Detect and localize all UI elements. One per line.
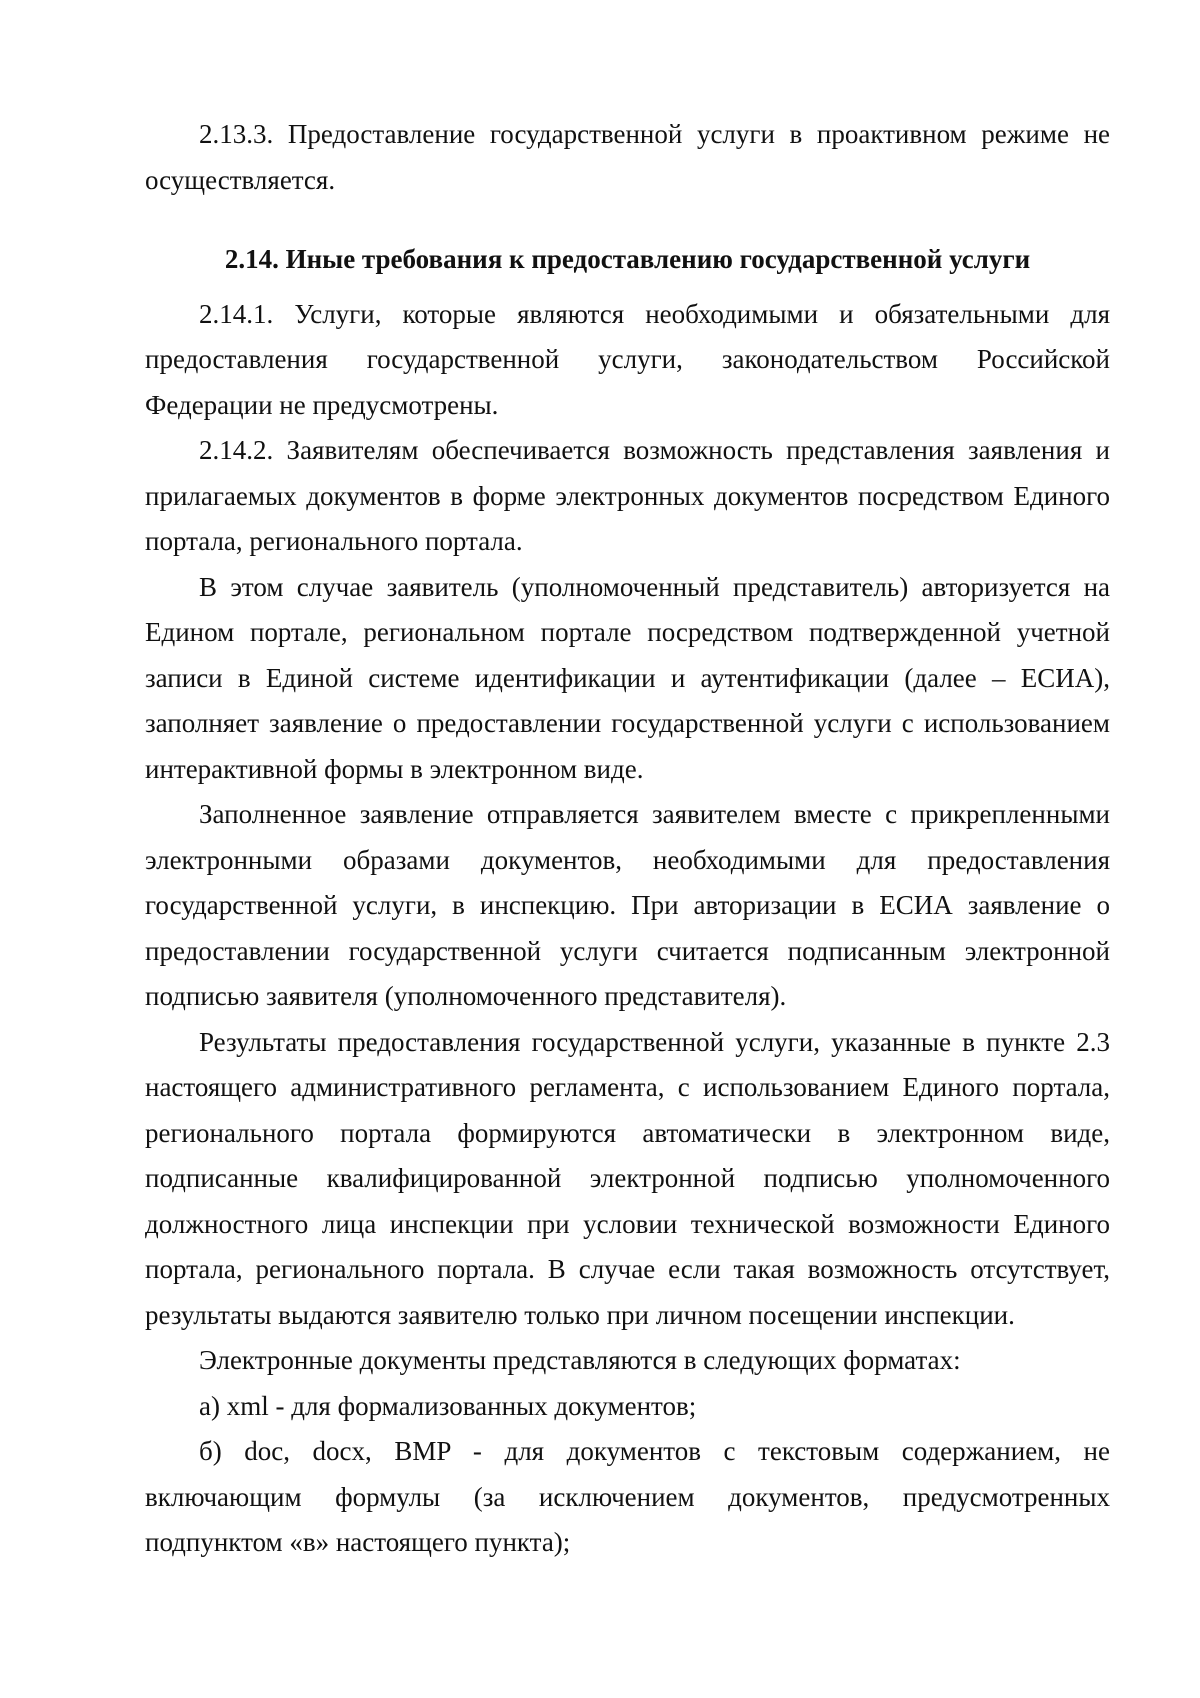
list-item-format-b: б) doc, docx, BMP - для документов с текстовым содержанием, не включающим формулы (за исключением документов, предусмотренных подпунктом «в» настоящего пункта); xyxy=(145,1436,1110,1557)
paragraph-2-13-3: 2.13.3. Предоставление государственной услуги в проактивном режиме не осуществляется. xyxy=(145,119,1110,195)
paragraph-submission: Заполненное заявление отправляется заявителем вместе с прикрепленными электронными образами документов, необходимыми для предоставления государственной услуги, в инспекцию. При авторизации в ЕСИА заявление о предоставлении государственной услуги считается подписанным электронной подписью заявителя (уполномоченного представителя). xyxy=(145,799,1110,1011)
paragraph-2-14-2: 2.14.2. Заявителям обеспечивается возможность представления заявления и прилагаемых документов в форме электронных документов посредством Единого портала, регионального портала. xyxy=(145,435,1110,556)
list-item-format-a: а) xml - для формализованных документов; xyxy=(199,1390,697,1421)
document-body xyxy=(145,112,1110,1566)
paragraph-2-14-1: 2.14.1. Услуги, которые являются необходимыми и обязательными для предоставления государственной услуги, законодательством Российской Федерации не предусмотрены. xyxy=(145,298,1110,420)
section-heading-2-14: 2.14. Иные требования к предоставлению государственной услуги xyxy=(224,244,1031,274)
paragraph-esia-authorization: В этом случае заявитель (уполномоченный представитель) авторизуется на Едином портале, региональном портале посредством подтвержденной учетной записи в Единой системе идентификации и аутентификации (далее – ЕСИА), заполняет заявление о предоставлении государственной услуги с использованием интерактивной формы в электронном виде. xyxy=(145,571,1110,784)
paragraph-formats-intro: Электронные документы представляются в следующих форматах: xyxy=(199,1345,961,1375)
paragraph-results: Результаты предоставления государственной услуги, указанные в пункте 2.3 настоящего административного регламента, с использованием Единого портала, регионального портала формируются автоматически в электронном виде, подписанные квалифицированной электронной подписью уполномоченного должностного лица инспекции при условии технической возможности Единого портала, регионального портала. В случае если такая возможность отсутствует, результаты выдаются заявителю только при личном посещении инспекции. xyxy=(145,1026,1110,1330)
